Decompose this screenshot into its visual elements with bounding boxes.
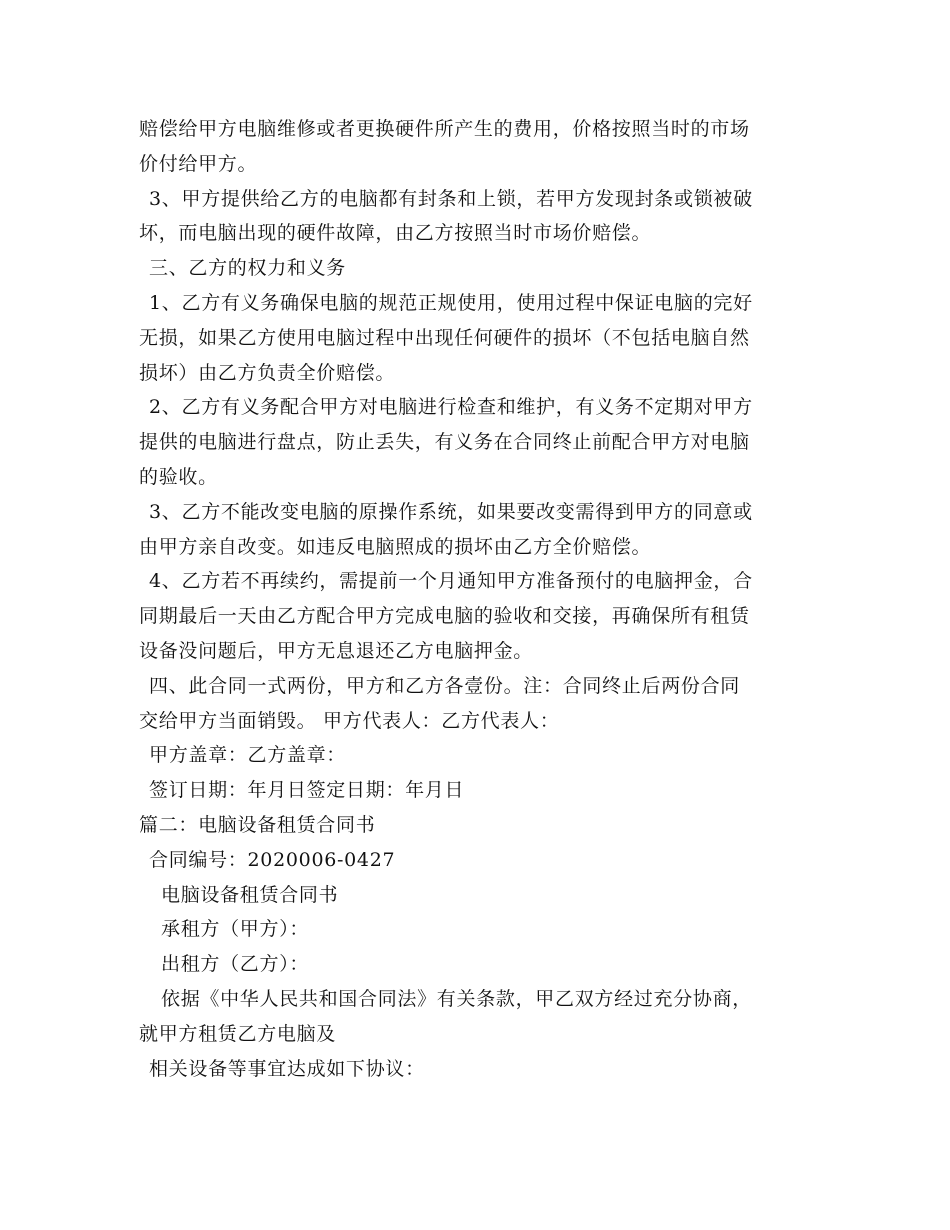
text-line-16: 设备没问题后，甲方无息退还乙方电脑押金。 (139, 639, 534, 662)
contract-number: 合同编号：2020006-0427 (149, 848, 396, 871)
text-line-15: 同期最后一天由乙方配合甲方完成电脑的验收和交接，再确保所有租赁 (139, 605, 750, 628)
text-line-1: 赔偿给甲方电脑维修或者更换硬件所产生的费用，价格按照当时的市场 (139, 118, 750, 140)
contract-title: 电脑设备租赁合同书 (161, 883, 339, 906)
text-line-10: 提供的电脑进行盘点，防止丢失，有义务在合同终止前配合甲方对电脑 (139, 431, 750, 454)
part-two-title: 篇二：电脑设备租赁合同书 (139, 813, 376, 836)
lessor-line: 出租方（乙方）： (161, 953, 310, 976)
text-line-9: 2、乙方有义务配合甲方对电脑进行检查和维护，有义务不定期对甲方 (149, 396, 753, 419)
seal-line: 甲方盖章：乙方盖章： (149, 744, 347, 767)
basis-line-2: 就甲方租赁乙方电脑及 (139, 1022, 337, 1045)
date-line: 签订日期：年月日签定日期：年月日 (149, 779, 465, 802)
text-line-11: 的验收。 (139, 465, 218, 488)
document-body (139, 112, 819, 1086)
text-line-3: 3、甲方提供给乙方的电脑都有封条和上锁，若甲方发现封条或锁被破 (149, 187, 753, 210)
text-line-8: 损坏）由乙方负责全价赔偿。 (139, 361, 396, 384)
section-heading-3: 三、乙方的权力和义务 (149, 257, 347, 280)
text-line-2: 价付给甲方。 (139, 152, 258, 175)
agreement-line: 相关设备等事宜达成如下协议： (149, 1057, 425, 1080)
text-line-6: 1、乙方有义务确保电脑的规范正规使用，使用过程中保证电脑的完好 (149, 291, 753, 314)
basis-line-1: 依据《中华人民共和国合同法》有关条款，甲乙双方经过充分协商， (161, 987, 753, 1010)
text-line-18: 交给甲方当面销毁。 甲方代表人：乙方代表人： (139, 709, 560, 732)
text-line-12: 3、乙方不能改变电脑的原操作系统，如果要改变需得到甲方的同意或 (149, 500, 753, 523)
text-line-7: 无损，如果乙方使用电脑过程中出现任何硬件的损坏（不包括电脑自然 (139, 326, 750, 349)
lessee-line: 承租方（甲方）： (161, 918, 310, 941)
section-heading-4: 四、此合同一式两份，甲方和乙方各壹份。注：合同终止后两份合同 (149, 674, 741, 697)
text-line-13: 由甲方亲自改变。如违反电脑照成的损坏由乙方全价赔偿。 (139, 535, 652, 558)
text-line-4: 坏，而电脑出现的硬件故障，由乙方按照当时市场价赔偿。 (139, 222, 652, 245)
text-line-14: 4、乙方若不再续约，需提前一个月通知甲方准备预付的电脑押金，合 (149, 570, 753, 593)
